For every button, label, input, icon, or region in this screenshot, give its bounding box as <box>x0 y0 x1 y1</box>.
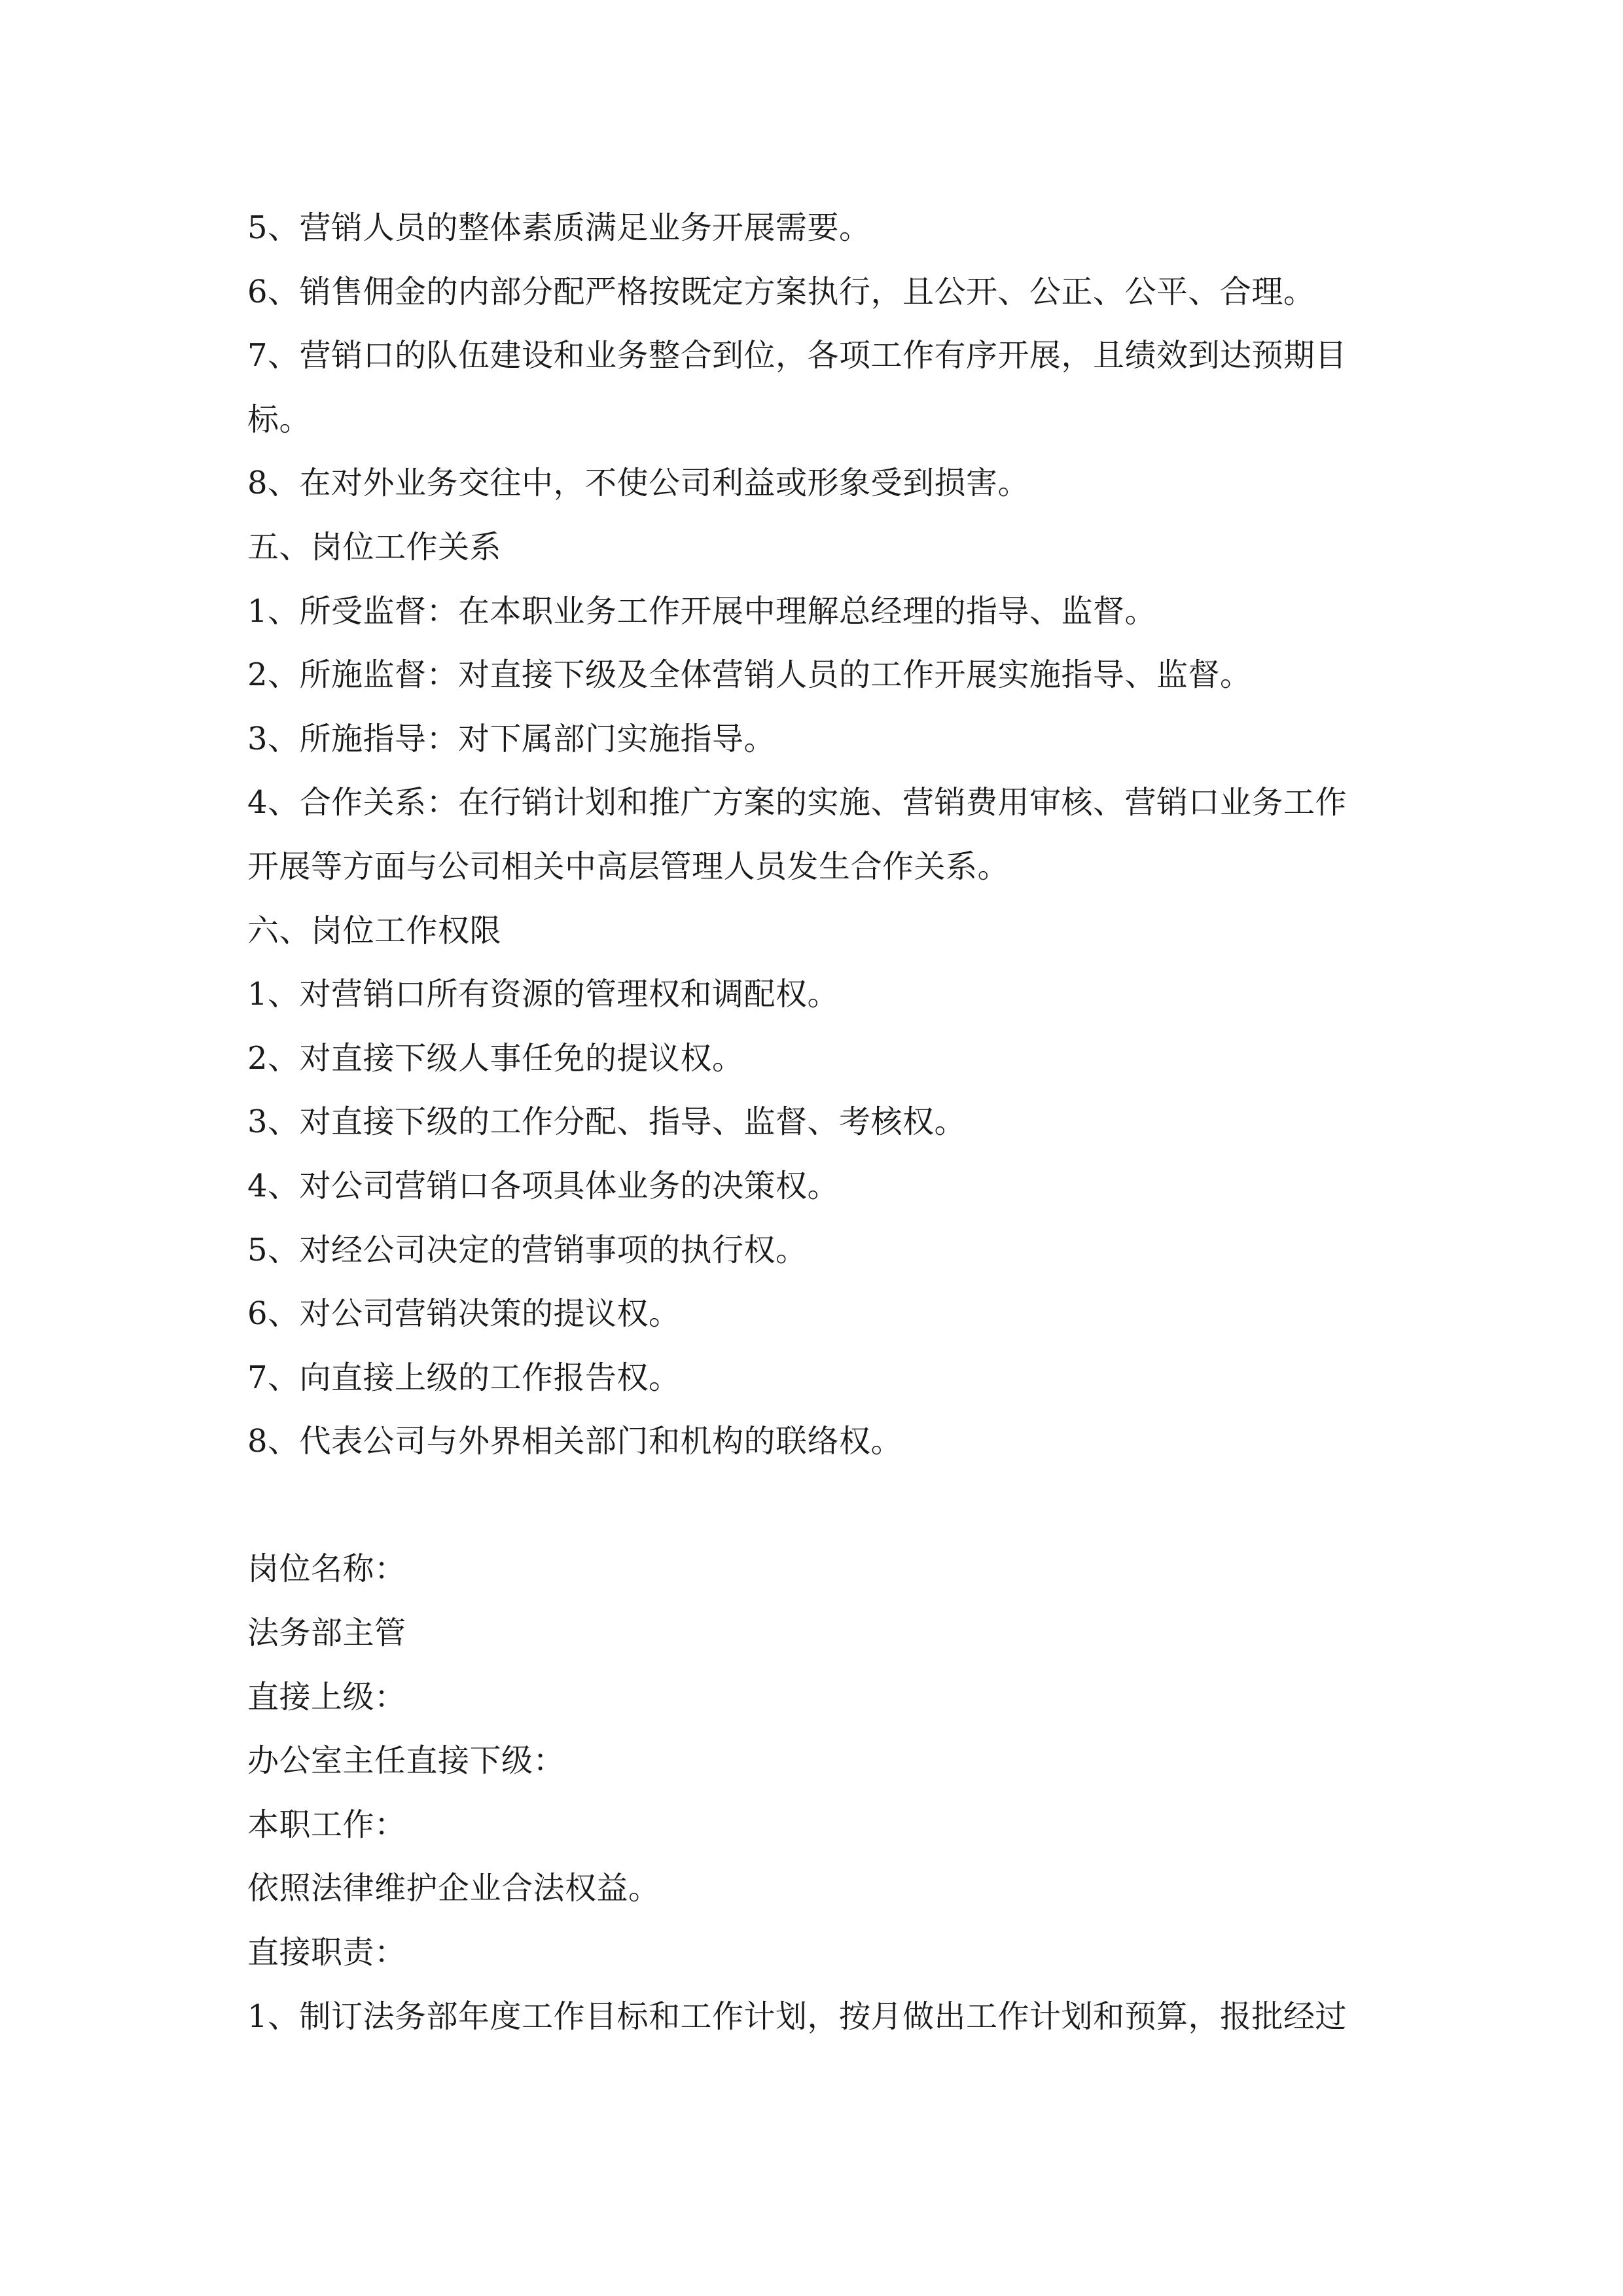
text-line: 8、在对外业务交往中，不使公司利益或形象受到损害。 <box>247 465 1030 502</box>
text-line: 2、对直接下级人事任免的提议权。 <box>247 1039 744 1077</box>
text-line: 5、对经公司决定的营销事项的执行权。 <box>247 1231 808 1268</box>
text-line: 4、对公司营销口各项具体业务的决策权。 <box>247 1167 840 1204</box>
text-line: 4、合作关系：在行销计划和推广方案的实施、营销费用审核、营销口业务工作 <box>247 784 1347 821</box>
field-label: 直接上级： <box>247 1678 406 1715</box>
section-heading: 六、岗位工作权限 <box>247 912 502 949</box>
text-line: 7、营销口的队伍建设和业务整合到位，各项工作有序开展，且绩效到达预期目 <box>247 337 1347 374</box>
field-label: 本职工作： <box>247 1806 406 1843</box>
paragraph-gap <box>247 1474 1386 1538</box>
field-label: 直接职责： <box>247 1934 406 1971</box>
text-line: 1、对营销口所有资源的管理权和调配权。 <box>247 976 840 1013</box>
text-line: 3、对直接下级的工作分配、指导、监督、考核权。 <box>247 1103 967 1141</box>
text-line: 7、向直接上级的工作报告权。 <box>247 1359 681 1396</box>
document-body <box>247 196 1386 2049</box>
text-line: 标。 <box>247 401 312 438</box>
text-line: 5、营销人员的整体素质满足业务开展需要。 <box>247 209 871 246</box>
text-line: 8、代表公司与外界相关部门和机构的联络权。 <box>247 1423 903 1460</box>
field-value: 依照法律维护企业合法权益。 <box>247 1870 660 1907</box>
text-line: 6、销售佣金的内部分配严格按既定方案执行，且公开、公正、公平、合理。 <box>247 273 1315 310</box>
section-heading: 五、岗位工作关系 <box>247 528 502 565</box>
text-line: 1、制订法务部年度工作目标和工作计划，按月做出工作计划和预算，报批经过 <box>247 1998 1347 2035</box>
field-value: 法务部主管 <box>247 1615 406 1652</box>
field-value: 办公室主任直接下级： <box>247 1742 565 1780</box>
text-line: 3、所施指导：对下属部门实施指导。 <box>247 720 776 757</box>
text-line: 1、所受监督：在本职业务工作开展中理解总经理的指导、监督。 <box>247 592 1157 630</box>
text-line: 开展等方面与公司相关中高层管理人员发生合作关系。 <box>247 848 1010 885</box>
text-line: 6、对公司营销决策的提议权。 <box>247 1295 681 1333</box>
field-label: 岗位名称： <box>247 1551 406 1588</box>
text-line: 2、所施监督：对直接下级及全体营销人员的工作开展实施指导、监督。 <box>247 656 1252 694</box>
